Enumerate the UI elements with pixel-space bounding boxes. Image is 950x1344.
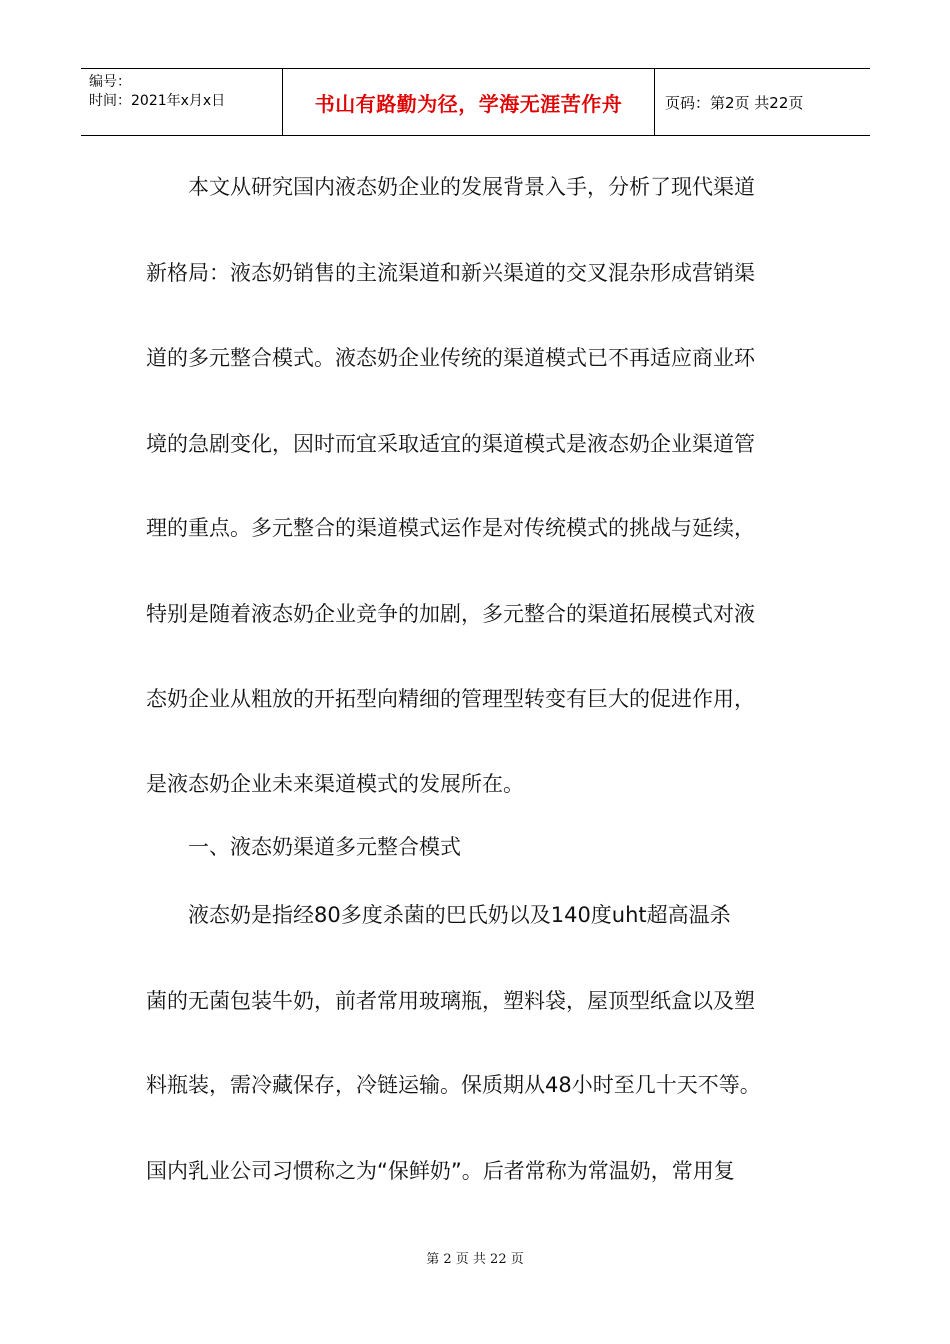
paragraph-line: 道的多元整合模式。液态奶企业传统的渠道模式已不再适应商业环 — [146, 346, 755, 370]
paragraph-line: 理的重点。多元整合的渠道模式运作是对传统模式的挑战与延续， — [146, 516, 755, 540]
document-date-label: 时间：2021年x月x日 — [89, 93, 226, 109]
header-motto: 书山有路勤为径，学海无涯苦作舟 — [314, 91, 623, 116]
header-motto-cell — [283, 69, 655, 135]
section-heading: 一、液态奶渠道多元整合模式 — [188, 835, 461, 859]
page-footer: 第 2 页 共 22 页 — [426, 1252, 524, 1267]
paragraph-line: 态奶企业从粗放的开拓型向精细的管理型转变有巨大的促进作用， — [146, 687, 755, 711]
page-header — [81, 68, 870, 136]
paragraph-line: 新格局：液态奶销售的主流渠道和新兴渠道的交叉混杂形成营销渠 — [146, 261, 755, 285]
header-page-info: 页码：第2页 共22页 — [665, 93, 804, 112]
paragraph-line: 菌的无菌包装牛奶，前者常用玻璃瓶，塑料袋，屋顶型纸盒以及塑 — [146, 989, 755, 1013]
paragraph-line: 特别是随着液态奶企业竞争的加剧，多元整合的渠道拓展模式对液 — [146, 602, 755, 626]
document-number-label: 编号： — [89, 74, 131, 90]
paragraph-line: 本文从研究国内液态奶企业的发展背景入手，分析了现代渠道 — [188, 175, 755, 199]
header-meta-cell — [81, 69, 283, 135]
paragraph-line: 国内乳业公司习惯称之为“保鲜奶”。后者常称为常温奶，常用复 — [146, 1159, 735, 1183]
paragraph-line: 境的急剧变化，因时而宜采取适宜的渠道模式是液态奶企业渠道管 — [146, 432, 755, 456]
paragraph-line: 料瓶装，需冷藏保存，冷链运输。保质期从48小时至几十天不等。 — [146, 1073, 761, 1097]
header-page-cell — [655, 69, 870, 135]
paragraph-line: 是液态奶企业未来渠道模式的发展所在。 — [146, 772, 524, 796]
paragraph-line: 液态奶是指经80多度杀菌的巴氏奶以及140度uht超高温杀 — [188, 903, 731, 927]
